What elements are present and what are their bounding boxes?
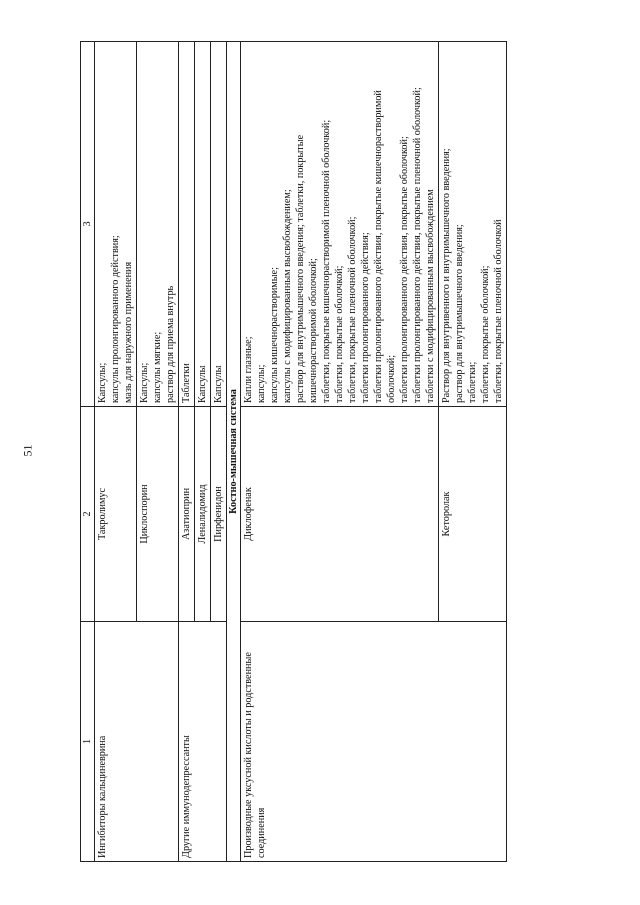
table-row	[95, 42, 137, 862]
form-line: таблетки с модифицированным высвобождением	[425, 189, 436, 403]
forms-cell	[137, 42, 179, 407]
form-line: капсулы пролонгированного действия;	[110, 235, 121, 403]
form-line: Раствор для внутривенного и внутримышечного введения;	[441, 148, 452, 403]
drug-cell: Азатиоприн	[179, 407, 195, 622]
form-line: таблетки, покрытые пленочной оболочкой	[493, 219, 504, 403]
form-line: таблетки пролонгированного действия, покрытые кишечнорастворимой оболочкой;	[373, 90, 397, 403]
form-line: таблетки пролонгированного действия, покрытые пленочной оболочкой;	[412, 87, 423, 403]
form-line: таблетки, покрытые пленочной оболочкой;	[347, 216, 358, 403]
form-line: Капсулы;	[97, 362, 108, 403]
forms-cell	[241, 42, 439, 407]
group-cell: Ингибиторы кальциневрина	[95, 622, 179, 862]
form-line: мазь для наружного применения	[123, 261, 134, 403]
rotated-table-container	[80, 42, 580, 862]
group-cell: Производные уксусной кислоты и родственные соединения	[241, 622, 507, 862]
form-line: таблетки пролонгированного действия, покрытые оболочкой;	[399, 136, 410, 403]
section-row	[227, 42, 241, 862]
form-line: Капсулы;	[139, 362, 150, 403]
form-line: Капли глазные;	[243, 336, 254, 403]
group-cell: Другие иммунодепрессанты	[179, 622, 227, 862]
drug-cell: Такролимус	[95, 407, 137, 622]
form-line: раствор для внутримышечного введения;	[454, 224, 465, 403]
form-line: раствор для приема внутрь	[165, 285, 176, 403]
header-cell: 2	[81, 407, 95, 622]
drug-cell: Кеторолак	[439, 407, 507, 622]
form-line: раствор для внутримышечного введения; таблетки, покрытые кишечнорастворимой оболочкой;	[295, 134, 319, 403]
form-line: таблетки пролонгированного действия;	[360, 232, 371, 403]
table-row	[179, 42, 195, 862]
form-line: таблетки, покрытые кишечнорастворимой пленочной оболочкой;	[321, 119, 332, 403]
drug-cell: Леналидомид	[195, 407, 211, 622]
forms-cell	[95, 42, 137, 407]
table-row	[241, 42, 439, 862]
drug-cell: Пирфенидон	[211, 407, 227, 622]
page-number: 51	[20, 444, 35, 457]
header-row	[81, 42, 95, 862]
forms-cell: Капсулы	[195, 42, 211, 407]
form-line: капсулы кишечнорастворимые;	[269, 267, 280, 403]
form-line: таблетки, покрытые оболочкой;	[480, 265, 491, 403]
forms-cell	[439, 42, 507, 407]
form-line: таблетки;	[467, 361, 478, 403]
form-line: капсулы с модифицированным высвобождением;	[282, 189, 293, 403]
forms-cell: Капсулы	[211, 42, 227, 407]
section-title: Костно-мышечная система	[227, 42, 241, 862]
drug-cell: Циклоспорин	[137, 407, 179, 622]
header-cell: 1	[81, 622, 95, 862]
form-line: капсулы мягкие;	[152, 331, 163, 403]
drug-cell: Диклофенак	[241, 407, 439, 622]
drug-table	[80, 41, 507, 862]
form-line: таблетки, покрытые оболочкой;	[334, 265, 345, 403]
form-line: капсулы;	[256, 364, 267, 403]
header-cell: 3	[81, 42, 95, 407]
forms-cell: Таблетки	[179, 42, 195, 407]
